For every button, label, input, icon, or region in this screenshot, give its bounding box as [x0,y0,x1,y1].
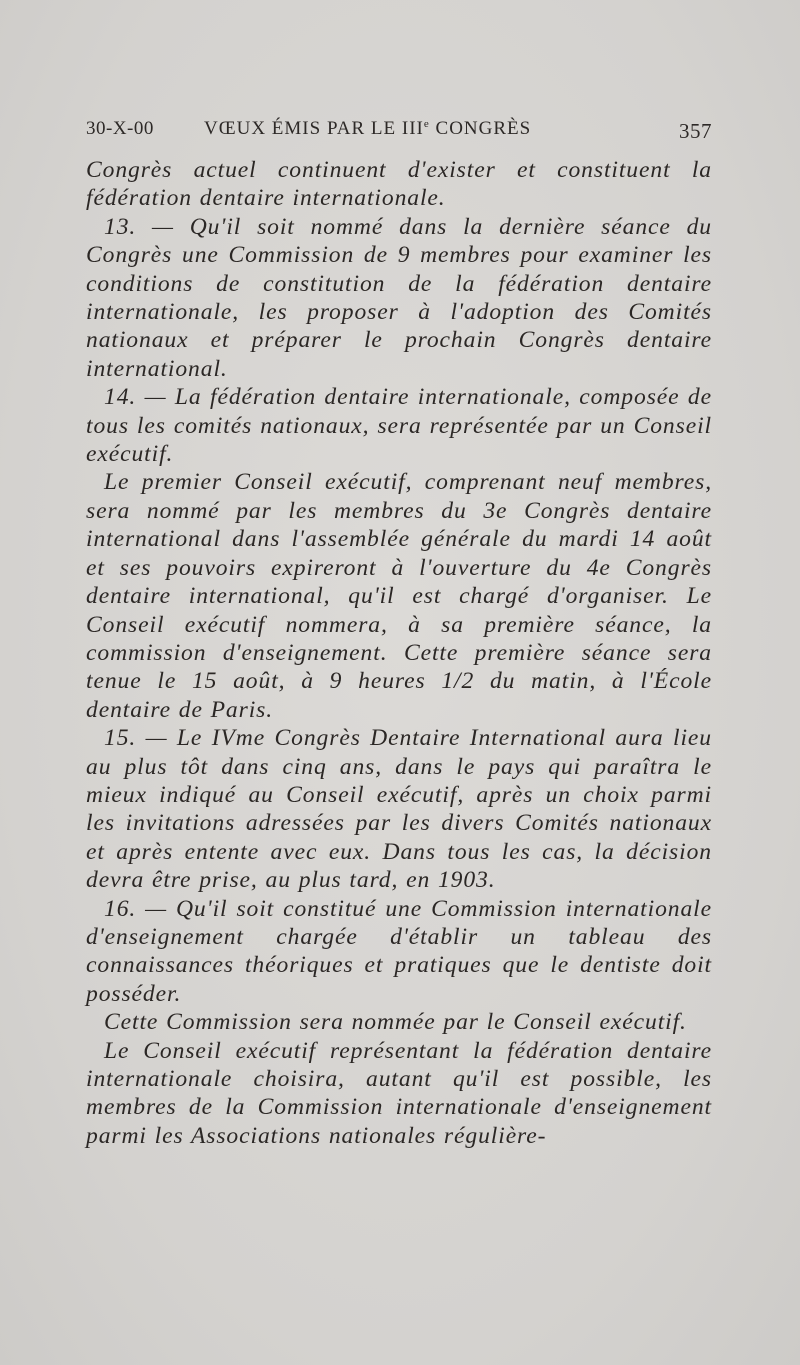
body-text [86,156,712,1150]
running-header [86,118,712,148]
page-number: 357 [679,119,712,143]
paragraph: Cette Commission sera nommée par le Conseil exécutif. [104,1009,687,1036]
header-title-main: VŒUX ÉMIS PAR LE III [204,118,424,139]
paragraph: Congrès actuel continuent d'exister et constituent la fédération dentaire internationale. [86,157,712,212]
paragraph: 14. — La fédération dentaire internationale, composée de tous les comités nationaux, sera représentée par un Conseil exécutif. [86,384,712,468]
header-title-end: CONGRÈS [429,118,532,139]
paragraph: 16. — Qu'il soit constitué une Commission internationale d'enseignement chargée d'établir un tableau des connaissances théoriques et pratiques que le dentiste doit posséder. [86,895,712,1007]
header-title [204,118,531,140]
paragraph: Le Conseil exécutif représentant la fédération dentaire internationale choisira, autant qu'il est possible, les membres de la Commission internationale d'enseignement parmi les Associations nationales régulière- [86,1037,712,1149]
paragraph: 15. — Le IVme Congrès Dentaire International aura lieu au plus tôt dans cinq ans, dans le pays qui paraîtra le mieux indiqué au Conseil exécutif, après un choix parmi les invitations adressées par les divers Comités nationaux et après entente avec eux. Dans tous les cas, la décision devra être prise, au plus tard, en 1903. [86,725,712,894]
header-title-superscript: e [423,118,430,130]
paragraph: Le premier Conseil exécutif, comprenant neuf membres, sera nommé par les membres du 3e Congrès dentaire international dans l'assemblée générale du mardi 14 août et ses pouvoirs expireront à l'ouverture du 4e Congrès dentaire international, qu'il est chargé d'organiser. Le Conseil exécutif nommera, à sa première séance, la commission d'enseignement. Cette première séance sera tenue le 15 août, à 9 heures 1/2 du matin, à l'École dentaire de Paris. [86,469,712,723]
header-date: 30-X-00 [86,118,154,139]
paragraph: 13. — Qu'il soit nommé dans la dernière séance du Congrès une Commission de 9 membres pour examiner les conditions de constitution de la fédération dentaire internationale, les proposer à l'adoption des Comités nationaux et préparer le prochain Congrès dentaire international. [86,213,712,382]
